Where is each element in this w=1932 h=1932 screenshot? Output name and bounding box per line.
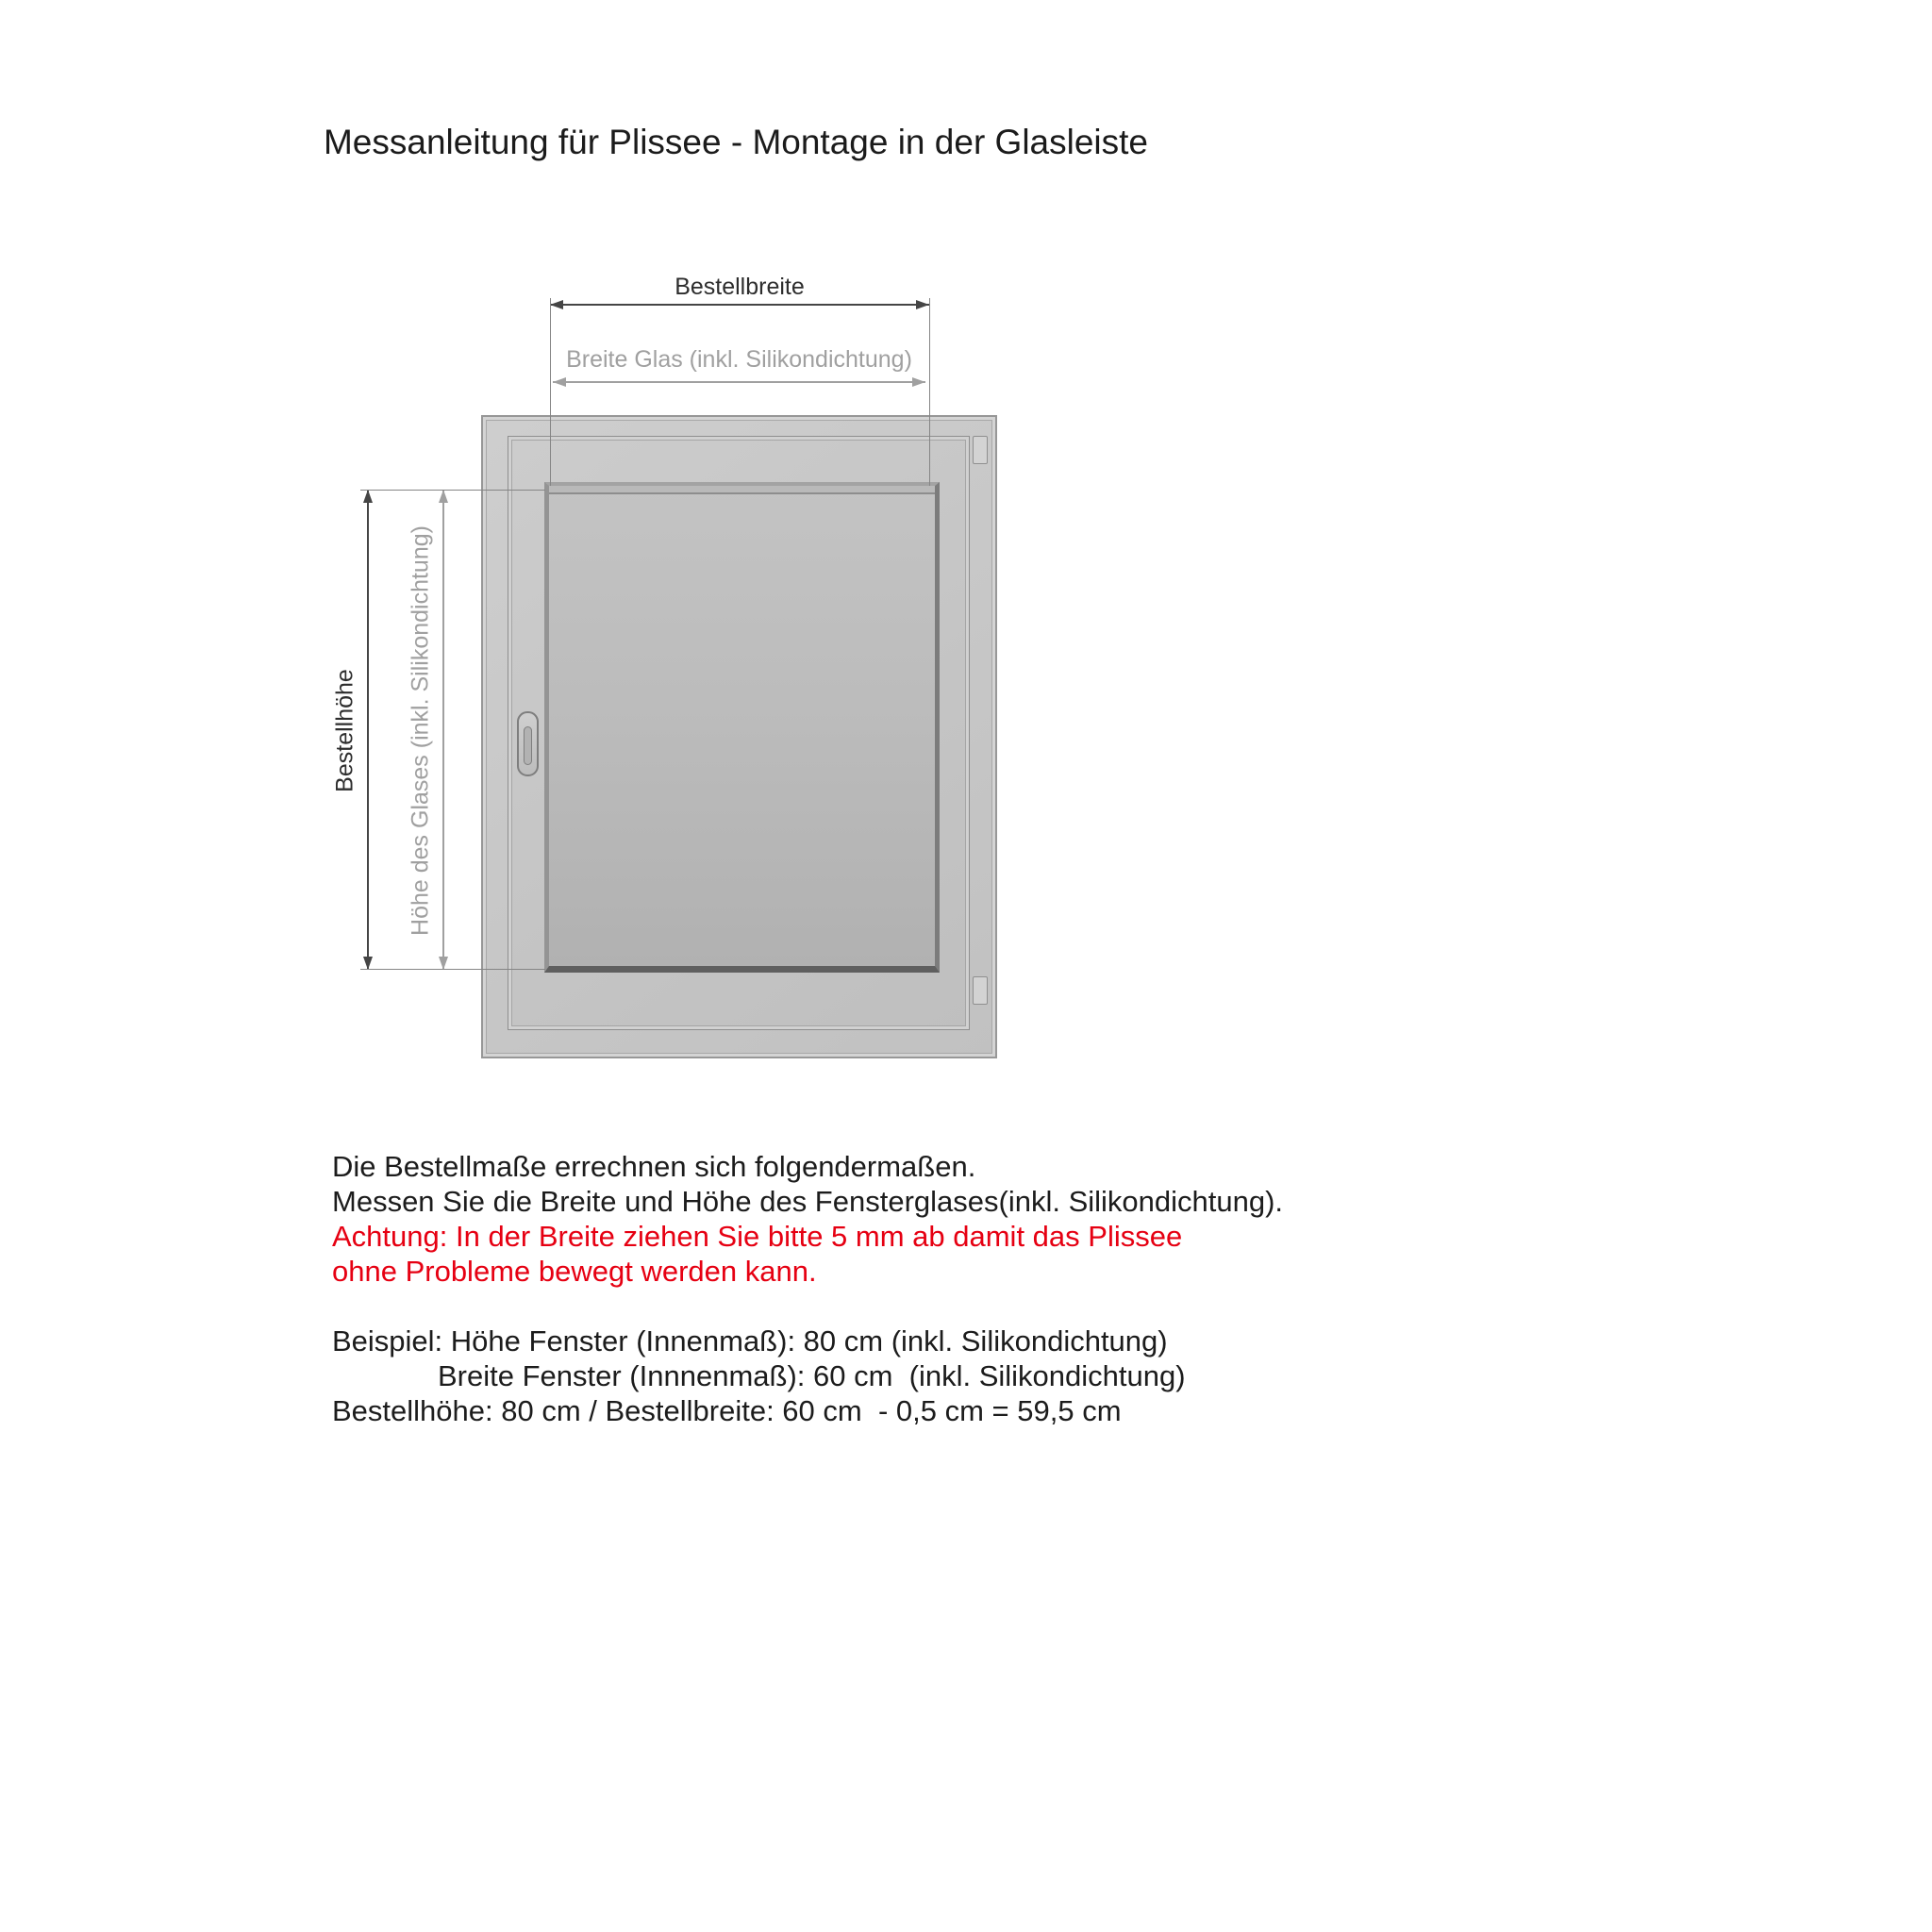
window-handle (517, 711, 539, 776)
warning-line-1: Achtung: In der Breite ziehen Sie bitte 5 mm ab damit das Plissee (332, 1220, 1183, 1253)
glass-width-dimension-arrow (553, 381, 925, 383)
glass-height-dimension-arrow (442, 490, 444, 970)
window-handle-grip (524, 726, 532, 765)
hinge-top (973, 436, 988, 464)
example-line-2: Breite Fenster (Innnenmaß): 60 cm (inkl. Silikondichtung) (438, 1359, 1186, 1392)
instruction-line-2: Messen Sie die Breite und Höhe des Fensterglases(inkl. Silikondichtung). (332, 1185, 1284, 1218)
extension-line-bottom (360, 969, 545, 970)
glass-height-label: Höhe des Glases (inkl. Silikondichtung) (407, 525, 434, 936)
warning-line-2: ohne Probleme bewegt werden kann. (332, 1255, 817, 1288)
order-height-label: Bestellhöhe (331, 669, 358, 792)
page-title: Messanleitung für Plissee - Montage in der Glasleiste (323, 123, 1149, 161)
hinge-bottom (973, 976, 988, 1005)
instructions-block (332, 1149, 1464, 1428)
extension-line-left (550, 298, 551, 486)
order-height-dimension-arrow (367, 490, 369, 970)
instruction-line-1: Die Bestellmaße errechnen sich folgendermaßen. (332, 1150, 976, 1183)
example-line-3: Bestellhöhe: 80 cm / Bestellbreite: 60 cm - 0,5 cm = 59,5 cm (332, 1394, 1122, 1427)
extension-line-top (360, 490, 545, 491)
order-width-label: Bestellbreite (675, 274, 805, 300)
window-glass (544, 482, 940, 973)
window-outer-frame (481, 415, 997, 1058)
window-sash-frame (508, 436, 970, 1030)
glass-width-label: Breite Glas (inkl. Silikondichtung) (566, 346, 912, 373)
example-line-1: Beispiel: Höhe Fenster (Innenmaß): 80 cm (inkl. Silikondichtung) (332, 1324, 1168, 1357)
extension-line-right (929, 298, 930, 486)
glazing-bead (549, 486, 935, 494)
order-width-dimension-arrow (550, 304, 929, 306)
